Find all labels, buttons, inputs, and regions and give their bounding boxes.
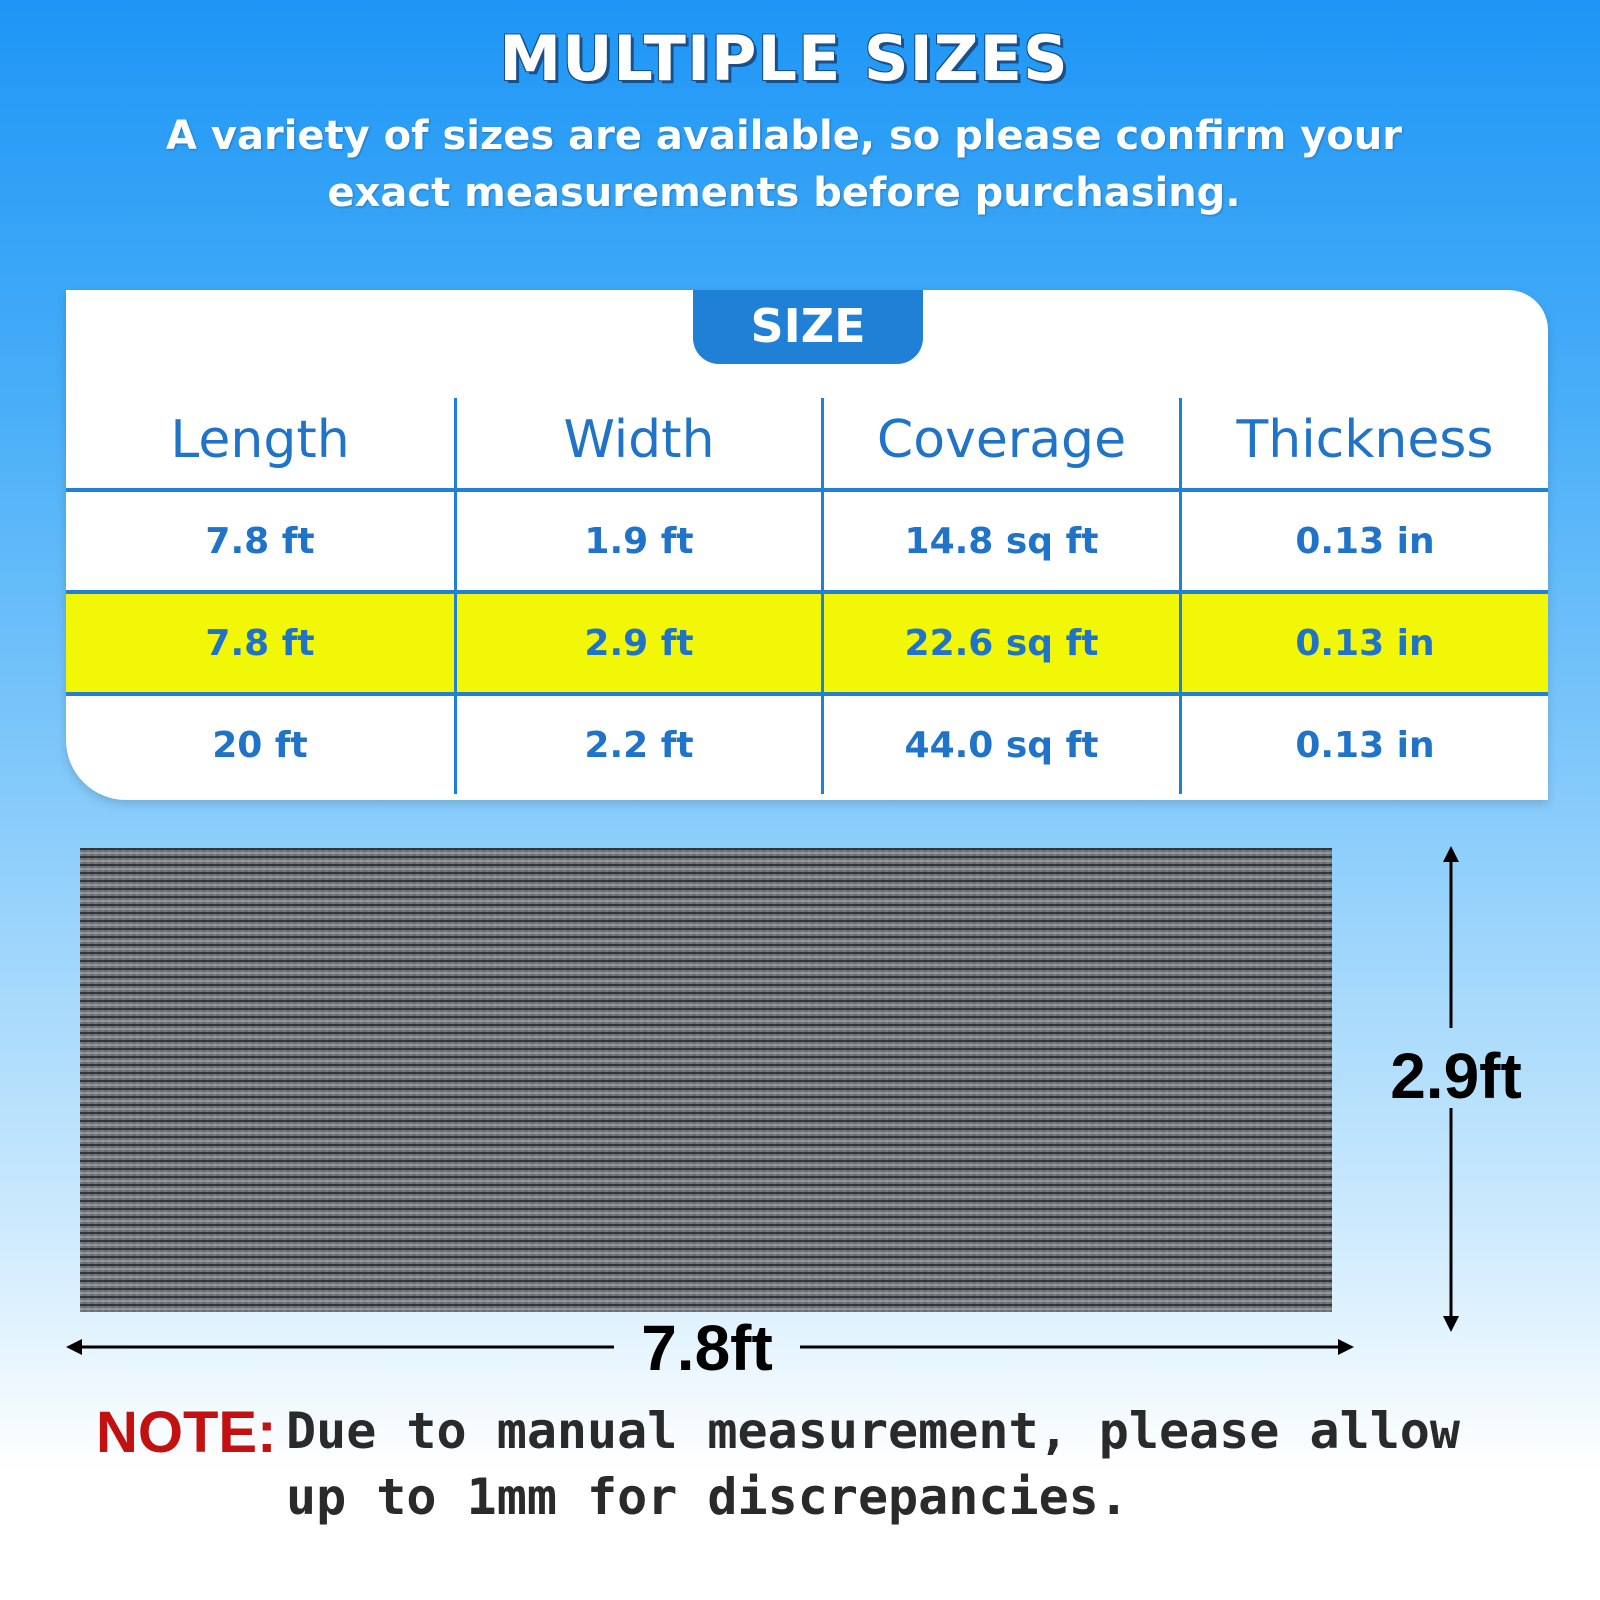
cell-coverage: 22.6 sq ft <box>823 592 1181 694</box>
column-header-width: Width <box>456 398 823 490</box>
cell-width: 1.9 ft <box>456 490 823 592</box>
height-label: 2.9ft <box>1390 1040 1522 1112</box>
cell-length: 7.8 ft <box>66 490 456 592</box>
cell-width: 2.2 ft <box>456 694 823 794</box>
cell-thickness: 0.13 in <box>1181 490 1549 592</box>
table-header-row <box>66 398 1548 490</box>
cell-thickness: 0.13 in <box>1181 694 1549 794</box>
table-row-highlighted <box>66 592 1548 694</box>
page-subtitle: A variety of sizes are available, so please confirm your exact measurements before purchasing. <box>166 113 1402 216</box>
cell-thickness: 0.13 in <box>1181 592 1549 694</box>
carpet-mat-image <box>80 848 1332 1312</box>
size-table <box>66 398 1548 794</box>
cell-width: 2.9 ft <box>456 592 823 694</box>
column-header-thickness: Thickness <box>1181 398 1549 490</box>
note-text: Due to manual measurement, please allow up to 1mm for discrepancies. <box>286 1402 1460 1526</box>
cell-coverage: 44.0 sq ft <box>823 694 1181 794</box>
size-badge: SIZE <box>693 290 923 364</box>
table-row <box>66 694 1548 794</box>
table-row <box>66 490 1548 592</box>
cell-length: 20 ft <box>212 724 308 766</box>
page-title: MULTIPLE SIZES <box>499 22 1069 95</box>
cell-coverage: 14.8 sq ft <box>823 490 1181 592</box>
cell-length: 7.8 ft <box>66 592 456 694</box>
length-label: 7.8ft <box>641 1312 773 1384</box>
column-header-coverage: Coverage <box>823 398 1181 490</box>
note-label: NOTE: <box>96 1400 277 1465</box>
column-header-length: Length <box>66 398 456 490</box>
